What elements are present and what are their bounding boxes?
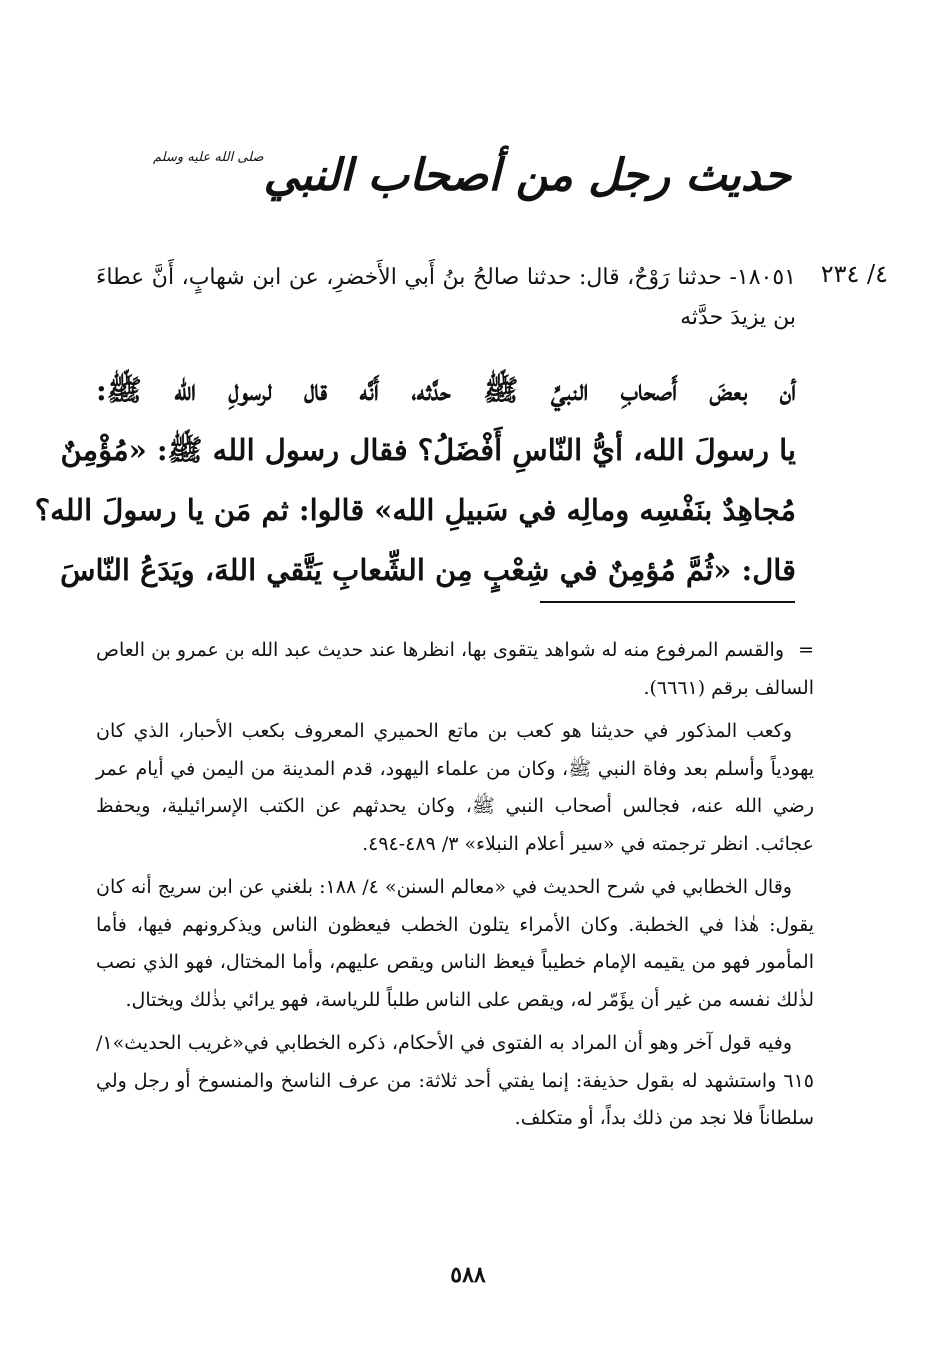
continuation-marker: =	[798, 639, 814, 661]
footnote-paragraph: وفيه قول آخر وهو أن المراد به الفتوى في الأحكام، ذكره الخطابي في«غريب الحديث»١/ ٦١٥ واستشهد له بقول حذيفة: إنما يفتي أحد ثلاثة: من عرف الناسخ والمنسوخ أو رجل ولي سلطاناً فلا نجد من ذلك بداً، أو متكلف.	[96, 1032, 814, 1129]
chapter-title: حديث رجل من أصحاب النبي	[263, 150, 792, 201]
margin-volume-reference: ٤/ ٢٣٤	[820, 260, 888, 288]
footnote-paragraph: وقال الخطابي في شرح الحديث في «معالم السنن» ٤/ ١٨٨: بلغني عن ابن سريج أنه كان يقول: هٰذا في الخطبة. وكان الأمراء يتلون الخطب فيعظون الناس ويذكرونهم فيها، فأما المأمور فهو من يقيمه الإمام خطيباً فيعظ الناس ويقص عليهم، وأما المختال، فهو الذي نصب لذٰلك نفسه من غير أن يؤَمّر له، ويقص على الناس طلباً للرياسة، فهو يرائي بذٰلك ويختال.	[96, 876, 814, 1011]
chapter-heading	[0, 150, 936, 201]
matn-line: مُجاهِدٌ بنَفْسِه ومالِه في سَبيلِ الله» قالوا: ثم مَن يا رسولَ الله؟	[34, 493, 796, 527]
hadith-matn	[34, 360, 796, 600]
page-number: ٥٨٨	[450, 1262, 486, 1288]
footnote-text: والقسم المرفوع منه له شواهد يتقوى بها، انظرها عند حديث عبد الله بن عمرو بن العاص السالف برقم (٦٦٦١).	[96, 639, 814, 699]
hadith-isnad: ١٨٠٥١- حدثنا رَوْحٌ، قال: حدثنا صالحُ بنُ أَبي الأَخضرِ، عن ابن شهابٍ، أَنَّ عطاءَ بن يزيدَ حدَّثه	[96, 265, 796, 330]
footnotes	[96, 632, 814, 1144]
matn-line: يا رسولَ الله، أيُّ النّاسِ أَفْضَلُ؟ فقال رسول الله ﷺ: «مُؤْمِنٌ	[60, 433, 796, 467]
footnote-paragraph: وكعب المذكور في حديثنا هو كعب بن ماتع الحميري المعروف بكعب الأحبار، الذي كان يهودياً وأسلم بعد وفاة النبي ﷺ، وكان من علماء اليهود، قدم المدينة من اليمن في أيام عمر رضي الله عنه، فجالس أصحاب النبي ﷺ، وكان يحدثهم عن الكتب الإسرائيلية، ويحفظ عجائب. انظر ترجمته في «سير أعلام النبلاء» ٣/ ٤٨٩-٤٩٤.	[96, 720, 814, 855]
footnote-continuation	[96, 632, 814, 707]
matn-line: قال: «ثُمَّ مُؤمِنٌ في شِعْبٍ مِن الشِّعابِ يَتَّقي اللهَ، ويَدَعُ النّاسَ	[60, 553, 796, 587]
footnote-separator	[540, 601, 795, 603]
blessing-formula: صلى الله عليه وسلم	[152, 150, 264, 165]
matn-line: أن بعضَ أَصحابِ النبيِّ ﷺ حدَّثه، أَنَّه قال لرسولِ الله ﷺ:	[96, 373, 796, 407]
